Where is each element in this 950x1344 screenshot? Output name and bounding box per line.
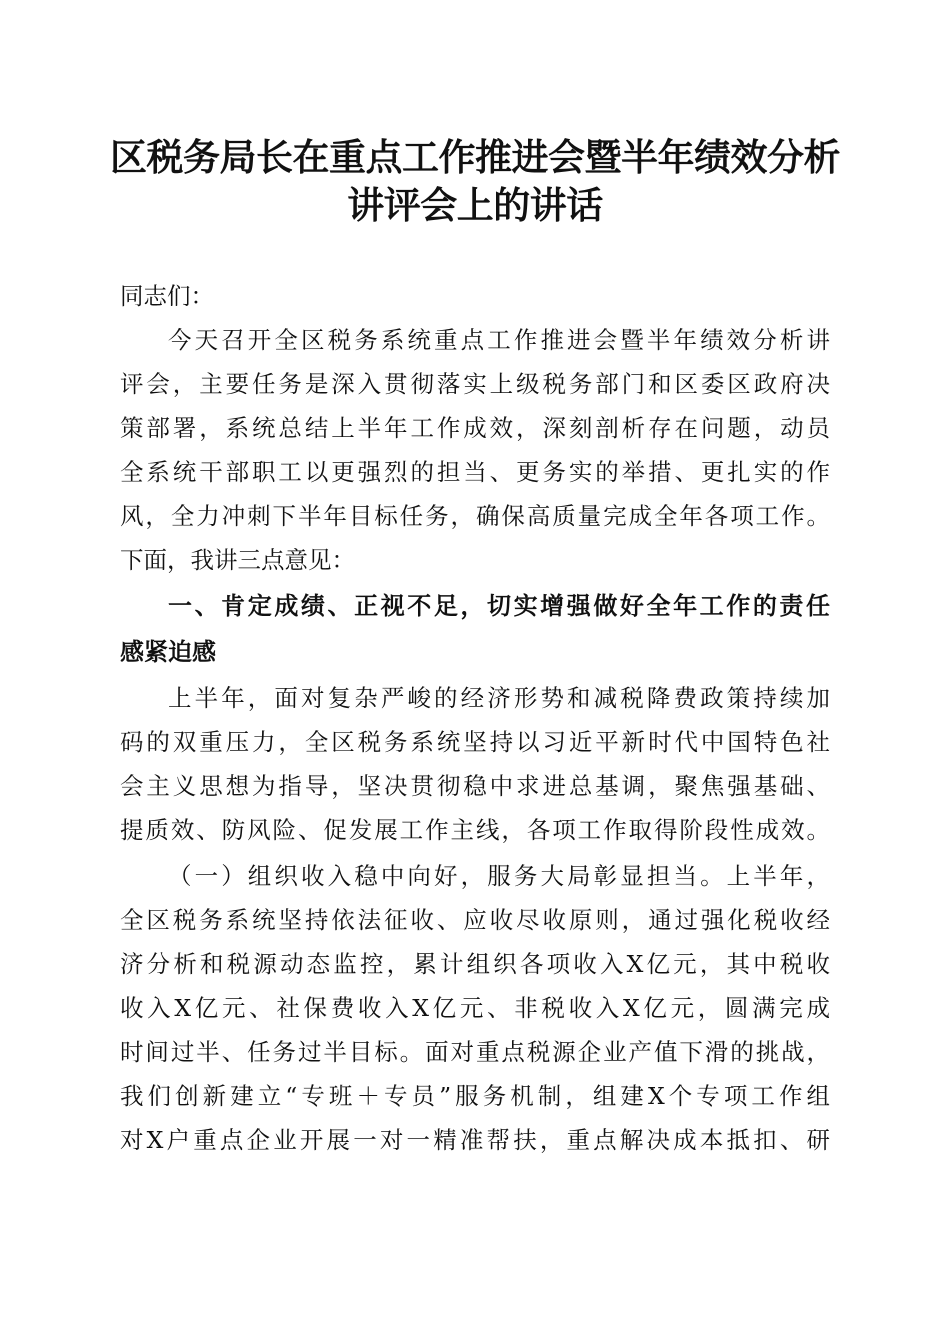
body-line: 上半年，面对复杂严峻的经济形势和减税降费政策持续加 <box>168 684 830 712</box>
body-line: 会主义思想为指导，坚决贯彻稳中求进总基调，聚焦强基础、 <box>120 772 830 800</box>
intro-line: 下面，我讲三点意见： <box>120 546 355 574</box>
body-line: 码的双重压力，全区税务系统坚持以习近平新时代中国特色社 <box>120 728 830 756</box>
intro-line: 全系统干部职工以更强烈的担当、更务实的举措、更扎实的作 <box>120 458 830 486</box>
body-line: 时间过半、任务过半目标。面对重点税源企业产值下滑的挑战， <box>120 1038 830 1066</box>
section-heading-line: 一、肯定成绩、正视不足，切实增强做好全年工作的责任 <box>168 592 830 620</box>
body-line: 提质效、防风险、促发展工作主线，各项工作取得阶段性成效。 <box>120 816 830 844</box>
document-title-line-2: 讲评会上的讲话 <box>347 183 603 227</box>
document-title-line-1: 区税务局长在重点工作推进会暨半年绩效分析 <box>110 135 840 179</box>
body-line: 对X户重点企业开展一对一精准帮扶，重点解决成本抵扣、研 <box>120 1126 830 1154</box>
intro-line: 评会，主要任务是深入贯彻落实上级税务部门和区委区政府决 <box>120 370 830 398</box>
intro-line: 风，全力冲刺下半年目标任务，确保高质量完成全年各项工作。 <box>120 502 830 530</box>
body-line: 济分析和税源动态监控，累计组织各项收入X亿元，其中税收 <box>120 950 830 978</box>
section-heading-line: 感紧迫感 <box>120 638 216 666</box>
salutation: 同志们： <box>120 282 214 310</box>
subsection-line: （一）组织收入稳中向好，服务大局彰显担当。上半年， <box>168 862 830 890</box>
intro-line: 策部署，系统总结上半年工作成效，深刻剖析存在问题，动员 <box>120 414 830 442</box>
intro-line: 今天召开全区税务系统重点工作推进会暨半年绩效分析讲 <box>168 326 830 354</box>
body-line: 收入X亿元、社保费收入X亿元、非税收入X亿元，圆满完成 <box>120 994 830 1022</box>
body-line: 我们创新建立“专班＋专员”服务机制，组建X个专项工作组 <box>120 1082 830 1110</box>
body-line: 全区税务系统坚持依法征收、应收尽收原则，通过强化税收经 <box>120 906 830 934</box>
